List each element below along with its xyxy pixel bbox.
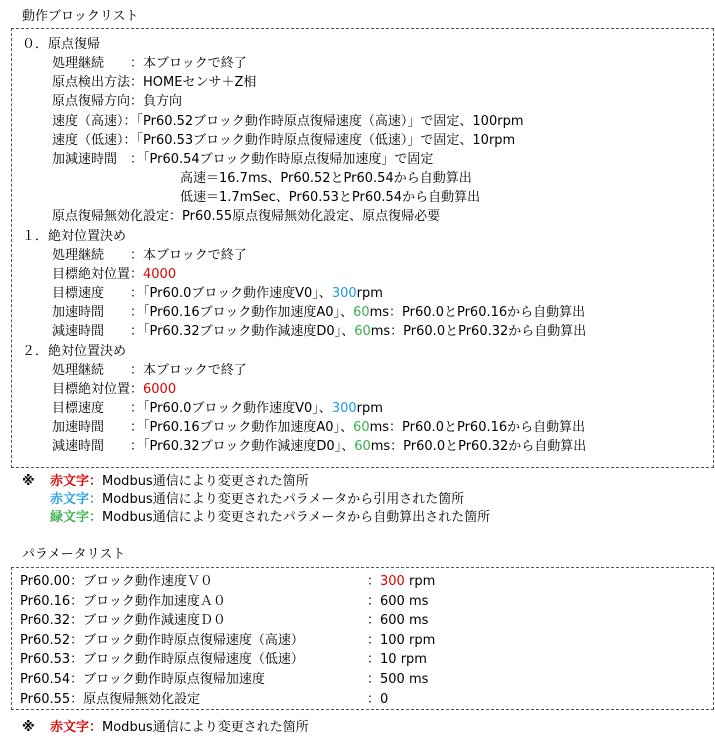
param-row-unit: rpm bbox=[404, 632, 436, 648]
block2-heading: ２．絶対位置決め bbox=[22, 344, 127, 359]
footer-mark: ※ bbox=[22, 720, 35, 735]
param-row-label: Pr60.16：ブロック動作加速度Ａ０ bbox=[20, 593, 226, 609]
param-row-value bbox=[367, 631, 435, 650]
block0-dir: 原点復帰方向：負方向 bbox=[52, 94, 183, 109]
legend-red bbox=[50, 473, 309, 491]
block1-accel-time bbox=[52, 304, 585, 322]
block1-dec-pre: 減速時間 ：「Pr60.32ブロック動作減速度D0」、 bbox=[52, 324, 355, 339]
param-row-label: Pr60.32：ブロック動作減速度Ｄ０ bbox=[20, 613, 226, 629]
param-row-number: 0 bbox=[380, 691, 389, 707]
param-row-unit: rpm bbox=[404, 574, 436, 589]
legend-red-text: Modbus通信により変更された箇所 bbox=[102, 474, 309, 489]
block1-pos-value: 4000 bbox=[143, 267, 177, 282]
block-list-box bbox=[11, 28, 714, 468]
param-row-sep: ： bbox=[367, 613, 381, 629]
legend-blue-key: 赤文字： bbox=[50, 492, 103, 507]
block2-pos-value: 6000 bbox=[143, 382, 177, 397]
block2-acc-pre: 加速時間 ：「Pr60.16ブロック動作加速度A0」、 bbox=[52, 420, 354, 435]
param-row-value bbox=[367, 650, 427, 669]
block1-decel-time bbox=[52, 323, 586, 341]
block0-accel: 加減速時間 ：「Pr60.54ブロック動作時原点復帰加速度」で固定 bbox=[52, 152, 434, 167]
block2-pos-label: 目標絶対位置： bbox=[52, 382, 144, 397]
param-row-sep: ： bbox=[367, 632, 381, 648]
param-row-value bbox=[367, 572, 435, 591]
block2-acc-value: 60 bbox=[353, 420, 370, 435]
param-row-number: 600 bbox=[380, 613, 405, 629]
block0-heading: ０．原点復帰 bbox=[22, 37, 101, 52]
block2-dec-post: ms：Pr60.0とPr60.32から自動算出 bbox=[370, 439, 587, 454]
block1-target-speed bbox=[52, 285, 383, 303]
param-row-number: 500 bbox=[380, 672, 405, 687]
param-row-label: Pr60.53：ブロック動作時原点復帰速度（低速） bbox=[20, 652, 304, 668]
param-row-number: 100 bbox=[380, 632, 405, 648]
footer-red-text: Modbus通信により変更された箇所 bbox=[102, 720, 309, 735]
legend-green bbox=[50, 509, 490, 527]
block1-target-position bbox=[52, 266, 176, 284]
block2-accel-time bbox=[52, 419, 585, 437]
param-row-sep: ： bbox=[367, 574, 381, 589]
block0-disable: 原点復帰無効化設定：Pr60.55原点復帰無効化設定、原点復帰必要 bbox=[52, 209, 441, 224]
param-row-sep: ： bbox=[367, 691, 381, 707]
block2-proc: 処理継続 ：本ブロックで終了 bbox=[52, 363, 247, 378]
block0-accel-low: 低速＝1.7mSec、Pr60.53とPr60.54から自動算出 bbox=[180, 190, 481, 205]
block1-spd-pre: 目標速度 ：「Pr60.0ブロック動作速度V0」、 bbox=[52, 286, 332, 301]
block1-proc: 処理継続 ：本ブロックで終了 bbox=[52, 248, 247, 263]
block1-acc-value: 60 bbox=[353, 305, 370, 320]
block1-pos-label: 目標絶対位置： bbox=[52, 267, 144, 282]
block2-target-position bbox=[52, 381, 176, 399]
block-list-title: 動作ブロックリスト bbox=[22, 9, 139, 24]
block1-dec-post: ms：Pr60.0とPr60.32から自動算出 bbox=[370, 324, 587, 339]
block2-decel-time bbox=[52, 438, 586, 456]
block1-acc-post: ms：Pr60.0とPr60.16から自動算出 bbox=[369, 305, 586, 320]
block0-proc: 処理継続 ：本ブロックで終了 bbox=[52, 56, 247, 71]
footer-red-key: 赤文字： bbox=[50, 720, 103, 735]
block1-heading: １．絶対位置決め bbox=[22, 229, 127, 244]
legend-blue-text: Modbus通信により変更されたパラメータから引用された箇所 bbox=[102, 492, 465, 507]
param-list-box bbox=[11, 567, 714, 710]
param-row-unit: ms bbox=[404, 593, 429, 609]
param-row-sep: ： bbox=[367, 672, 381, 687]
block1-spd-post: rpm bbox=[356, 286, 383, 301]
param-row-number: 600 bbox=[380, 593, 405, 609]
param-row-sep: ： bbox=[367, 652, 381, 668]
block2-dec-value: 60 bbox=[354, 439, 371, 454]
legend-blue bbox=[50, 491, 464, 509]
block1-spd-value: 300 bbox=[331, 286, 357, 301]
param-row-unit: ms bbox=[404, 613, 429, 629]
param-row-unit: rpm bbox=[396, 652, 427, 668]
block2-spd-post: rpm bbox=[356, 401, 383, 416]
block0-detect: 原点検出方法：HOMEセンサ＋Z相 bbox=[52, 75, 257, 90]
param-row-label: Pr60.54：ブロック動作時原点復帰加速度 bbox=[20, 672, 265, 687]
legend-green-key: 緑文字： bbox=[50, 510, 103, 525]
param-list-title: パラメータリスト bbox=[22, 547, 126, 562]
block2-spd-value: 300 bbox=[331, 401, 357, 416]
block2-dec-pre: 減速時間 ：「Pr60.32ブロック動作減速度D0」、 bbox=[52, 439, 355, 454]
block0-speed-high: 速度（高速）：「Pr60.52ブロック動作時原点復帰速度（高速）」で固定、100rpm bbox=[52, 114, 524, 129]
param-row-number: 300 bbox=[380, 574, 405, 589]
param-row-label: Pr60.55：原点復帰無効化設定 bbox=[20, 691, 201, 707]
block2-target-speed bbox=[52, 400, 383, 418]
param-row-value bbox=[367, 690, 388, 709]
param-row-unit: ms bbox=[404, 672, 429, 687]
block0-accel-high: 高速＝16.7ms、Pr60.52とPr60.54から自動算出 bbox=[180, 171, 472, 186]
footer-note bbox=[50, 719, 309, 737]
legend-mark: ※ bbox=[22, 474, 35, 489]
param-row-sep: ： bbox=[367, 593, 381, 609]
legend-red-key: 赤文字： bbox=[50, 474, 103, 489]
block1-acc-pre: 加速時間 ：「Pr60.16ブロック動作加速度A0」、 bbox=[52, 305, 354, 320]
block0-speed-low: 速度（低速）：「Pr60.53ブロック動作時原点復帰速度（低速）」で固定、10rpm bbox=[52, 133, 516, 148]
block2-acc-post: ms：Pr60.0とPr60.16から自動算出 bbox=[369, 420, 586, 435]
param-row-value bbox=[367, 611, 428, 630]
legend-green-text: Modbus通信により変更されたパラメータから自動算出された箇所 bbox=[102, 510, 491, 525]
param-row-value bbox=[367, 670, 428, 689]
param-row-number: 10 bbox=[380, 652, 397, 668]
param-row-label: Pr60.52：ブロック動作時原点復帰速度（高速） bbox=[20, 632, 304, 648]
block2-spd-pre: 目標速度 ：「Pr60.0ブロック動作速度V0」、 bbox=[52, 401, 332, 416]
param-row-value bbox=[367, 592, 428, 611]
param-row-label: Pr60.00：ブロック動作速度Ｖ０ bbox=[20, 574, 213, 589]
block1-dec-value: 60 bbox=[354, 324, 371, 339]
